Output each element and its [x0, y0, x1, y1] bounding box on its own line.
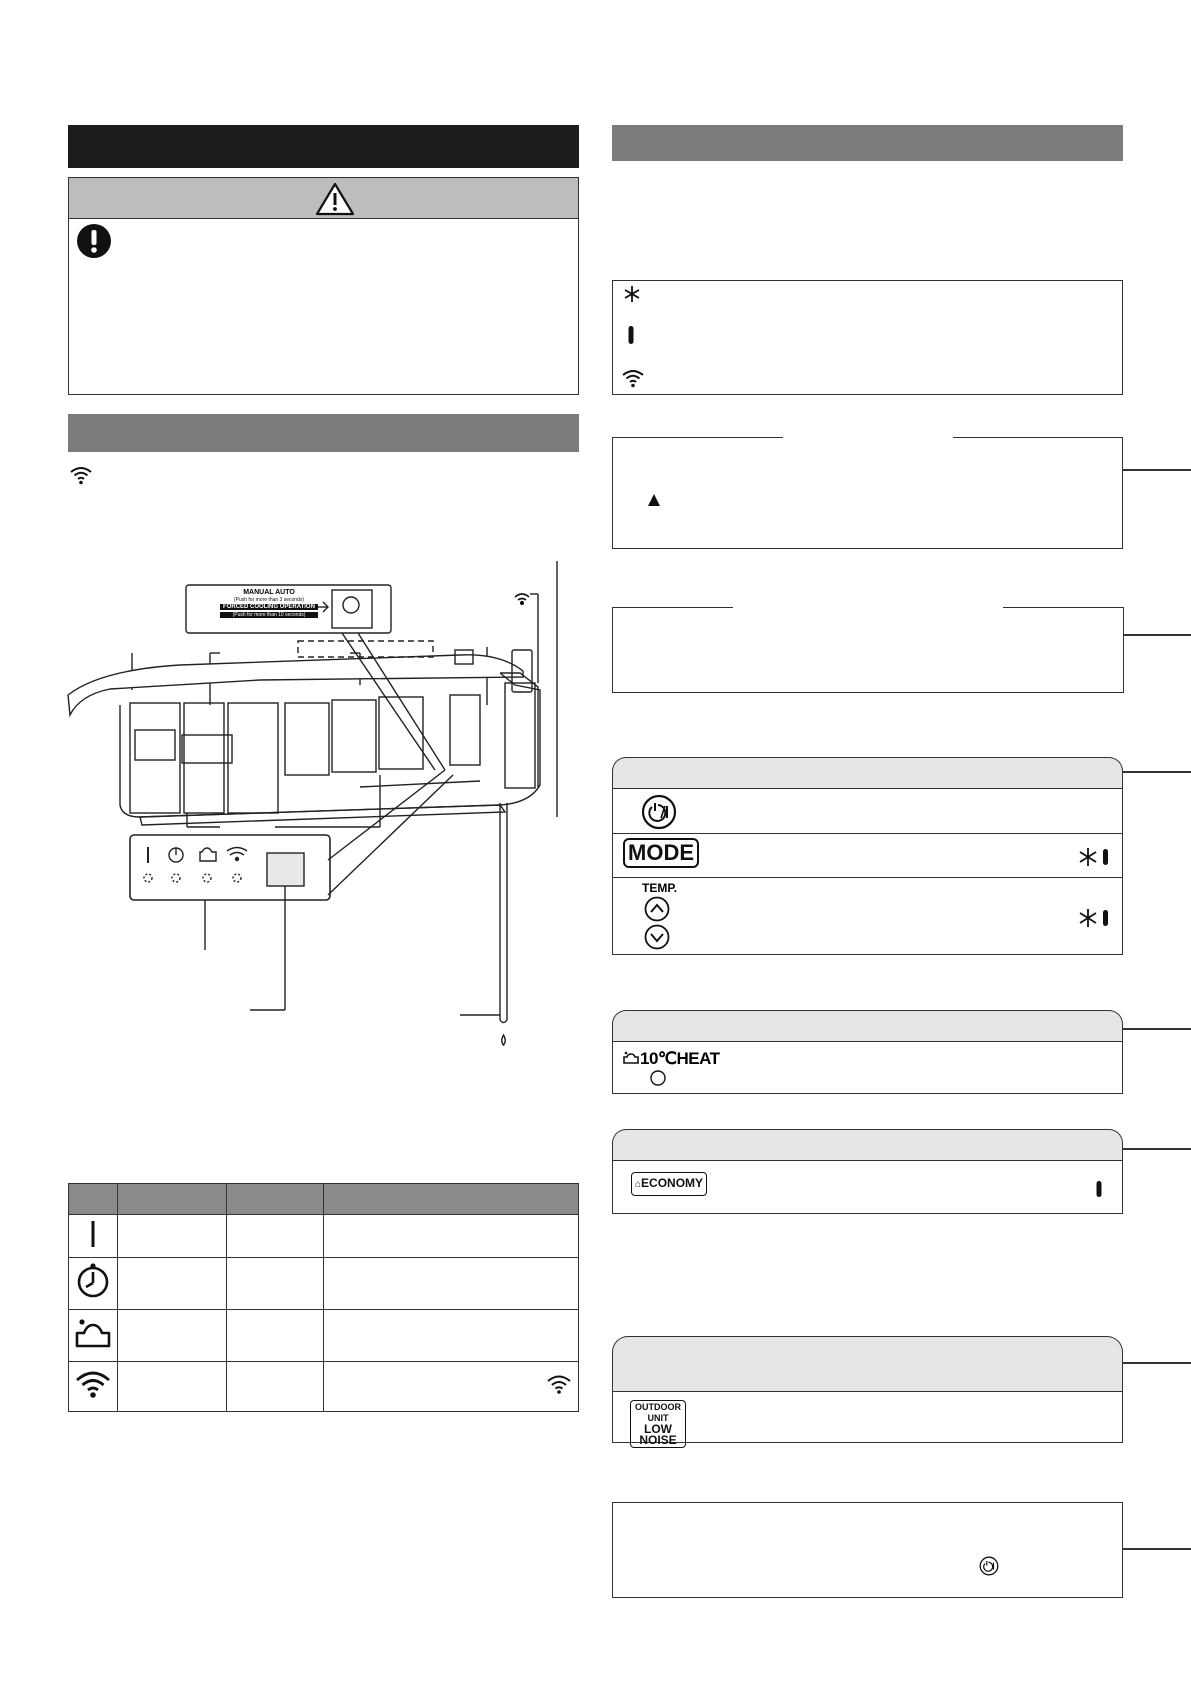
wireless-lan-small-icon: [546, 1373, 572, 1395]
sticker-manual-auto: MANUAL AUTO: [243, 589, 295, 596]
section-header-black: [68, 125, 579, 168]
caution-header: [69, 178, 578, 219]
economy-button[interactable]: [631, 1172, 707, 1196]
outdoor-low-noise-box: [612, 1391, 1123, 1447]
heat-mode-bar-icon: [1095, 1179, 1103, 1199]
indoor-unit-diagram: [60, 555, 580, 1080]
power-button-icon: [641, 794, 677, 830]
wireless-lan-icon: [74, 1368, 112, 1400]
table-header-cell: [118, 1184, 227, 1215]
triangle-marker-icon: [647, 493, 661, 507]
note-box-2-title-gap: [733, 604, 1003, 611]
page-tab-line-5: [1123, 1148, 1191, 1150]
table-header-cell: [324, 1184, 579, 1215]
cool-heat-applicable-icon: [1078, 907, 1112, 929]
page-tab-line-1: [1123, 469, 1191, 471]
remote-buttons-box: [612, 788, 1123, 955]
page-tab-line-7: [1123, 1548, 1191, 1550]
caution-box: [68, 177, 579, 395]
temp-label: TEMP.: [642, 881, 678, 895]
note-box-1: [612, 437, 1123, 549]
symbol-legend-box: [612, 280, 1123, 395]
sticker-manual-auto-note: (Push for more than 3 seconds): [233, 597, 305, 603]
wifi-icon: [69, 465, 93, 485]
house-small-icon: [623, 1051, 639, 1065]
table-row: [69, 1215, 579, 1258]
table-row: [69, 1362, 579, 1412]
warning-triangle-icon: [314, 181, 356, 217]
table-row: [69, 1310, 579, 1362]
economy-header: [612, 1129, 1123, 1160]
note-box-2: [612, 607, 1124, 693]
note-box-1-title-gap: [783, 434, 953, 441]
row-divider: [613, 877, 1122, 878]
table-row: [69, 1258, 579, 1310]
outdoor-low-noise-header: [612, 1336, 1123, 1391]
page-tab-line-6: [1123, 1362, 1191, 1364]
outdoor-button-label-top: OUTDOOR UNIT: [635, 1402, 681, 1423]
page-tab-line-3: [1123, 771, 1191, 773]
mandatory-exclamation-icon: [76, 223, 112, 259]
outdoor-button-label-bottom: LOW NOISE: [639, 1422, 677, 1447]
page-tab-line-2: [1124, 634, 1191, 636]
remote-buttons-header: [612, 757, 1123, 788]
wifi-model-icon: [621, 368, 645, 388]
row-divider: [613, 833, 1122, 834]
section-header-gray-left: [68, 414, 579, 452]
outdoor-low-noise-button[interactable]: [630, 1400, 686, 1448]
heat-mode-bar-icon: [627, 325, 635, 345]
table-header-cell: [227, 1184, 324, 1215]
cool-heat-applicable-icon: [1078, 846, 1112, 868]
operation-indicator-icon: [88, 1219, 98, 1249]
page-tab-line-4: [1123, 1028, 1191, 1030]
sticker-forced-cooling-note: (Push for more than 10 seconds): [220, 612, 318, 618]
economy-house-small-icon: ⌂: [635, 1179, 642, 1190]
indicator-table: [68, 1183, 579, 1412]
temp-up-button-icon[interactable]: [644, 896, 670, 922]
bottom-note-box: [612, 1502, 1123, 1598]
power-button-small-icon: [979, 1556, 999, 1576]
heat10-button-label: 10℃HEAT: [640, 1049, 720, 1068]
economy-button-label: ECONOMY: [641, 1176, 704, 1190]
timer-icon: [75, 1262, 111, 1300]
heat10-header: [612, 1010, 1123, 1041]
temp-down-button-icon[interactable]: [644, 924, 670, 950]
mode-button[interactable]: MODE: [623, 838, 699, 868]
economy-box: [612, 1160, 1123, 1214]
heat10-button-icon[interactable]: [650, 1070, 666, 1086]
cool-mode-icon: [623, 285, 641, 303]
section-header-gray-right: [612, 125, 1123, 161]
table-header-cell: [69, 1184, 118, 1215]
economy-house-icon: [74, 1316, 112, 1350]
heat10-box: [612, 1041, 1123, 1094]
table-header-row: [69, 1184, 579, 1215]
sticker-forced-cooling: FORCED COOLING OPERATION: [220, 604, 318, 610]
